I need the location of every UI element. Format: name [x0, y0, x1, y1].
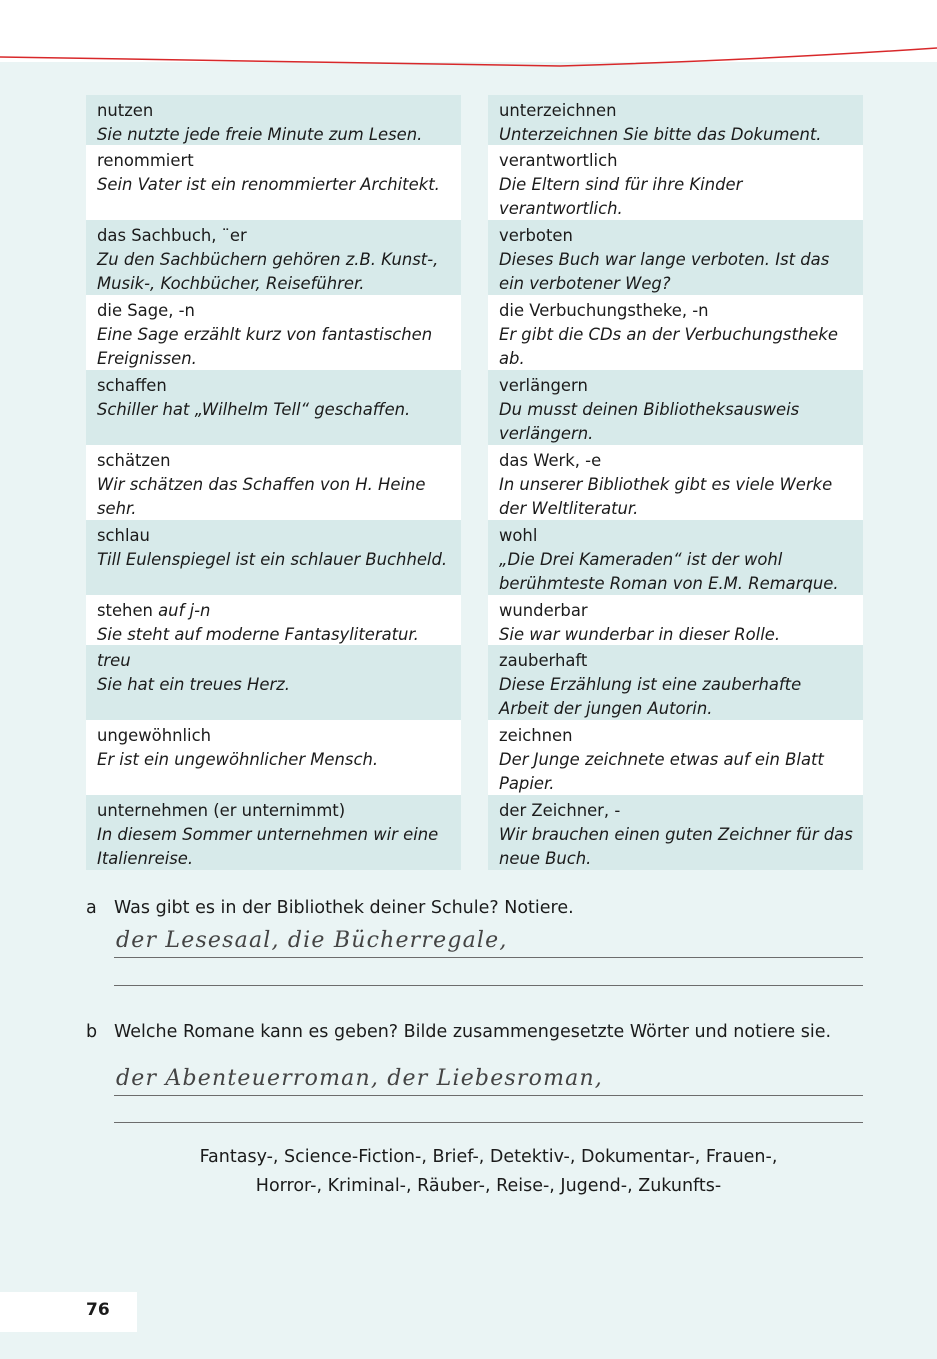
- page-number-tab: [0, 1292, 137, 1332]
- vocab-word: die Sage, -n: [97, 301, 195, 320]
- vocab-word: stehen auf j-n: [97, 601, 211, 620]
- vocab-entry: [488, 645, 863, 720]
- vocab-example: Sein Vater ist ein renommierter Architekt.: [97, 175, 440, 194]
- vocab-word: die Verbuchungstheke, -n: [499, 301, 709, 320]
- vocab-word: zeichnen: [499, 726, 573, 745]
- vocab-word: nutzen: [97, 101, 154, 120]
- vocab-example: Eine Sage erzählt kurz von fantastischen Ereignissen.: [97, 325, 433, 368]
- vocab-entry: [488, 220, 863, 295]
- vocab-example: Sie war wunderbar in dieser Rolle.: [499, 625, 781, 644]
- vocab-entry: [488, 145, 863, 220]
- vocab-example: Sie steht auf moderne Fantasyliteratur.: [97, 625, 419, 644]
- vocab-entry: [86, 720, 461, 795]
- vocab-example: Wir schätzen das Schaffen von H. Heine sehr.: [97, 475, 426, 518]
- task-b-question: [86, 1020, 831, 1044]
- vocab-entry: [488, 95, 863, 145]
- vocabulary-column-left: [86, 95, 461, 870]
- vocab-word: unternehmen (er unternimmt): [97, 801, 346, 820]
- vocab-entry: [86, 220, 461, 295]
- vocab-word: renommiert: [97, 151, 194, 170]
- vocab-example: In unserer Bibliothek gibt es viele Werke der Weltliteratur.: [499, 475, 833, 518]
- vocab-word: wunderbar: [499, 601, 588, 620]
- vocab-word: treu: [97, 651, 131, 670]
- vocab-word: zauberhaft: [499, 651, 588, 670]
- word-box: [114, 1143, 863, 1201]
- vocab-example: Er ist ein ungewöhnlicher Mensch.: [97, 750, 379, 769]
- vocab-entry: [86, 445, 461, 520]
- vocab-word: das Werk, -e: [499, 451, 602, 470]
- vocab-example: Sie hat ein treues Herz.: [97, 675, 290, 694]
- vocab-entry: [488, 295, 863, 370]
- vocab-word: der Zeichner, -: [499, 801, 621, 820]
- word-box-line: Horror-, Kriminal-, Räuber-, Reise-, Jugend-, Zukunfts-: [255, 1176, 722, 1196]
- vocab-example: Schiller hat „Wilhelm Tell“ geschaffen.: [97, 400, 411, 419]
- vocab-entry: [488, 445, 863, 520]
- vocab-word: schaffen: [97, 376, 167, 395]
- task-letter: b: [86, 1022, 98, 1042]
- vocab-example: Till Eulenspiegel ist ein schlauer Buchheld.: [97, 550, 448, 569]
- answer-line[interactable]: [114, 957, 863, 958]
- vocab-example: Unterzeichnen Sie bitte das Dokument.: [499, 125, 822, 144]
- vocab-example: Wir brauchen einen guten Zeichner für das neue Buch.: [499, 825, 853, 868]
- vocab-word: schlau: [97, 526, 150, 545]
- vocab-entry: [488, 720, 863, 795]
- vocab-entry: [86, 795, 461, 870]
- vocab-word: verboten: [499, 226, 573, 245]
- vocab-word: ungewöhnlich: [97, 726, 211, 745]
- vocab-word: wohl: [499, 526, 538, 545]
- vocabulary-column-right: [488, 95, 863, 870]
- vocab-entry: [488, 520, 863, 595]
- vocab-word-extra: auf j-n: [158, 601, 211, 620]
- vocab-example: Er gibt die CDs an der Verbuchungstheke ab.: [499, 325, 838, 368]
- vocab-entry: [488, 595, 863, 645]
- vocab-entry: [488, 795, 863, 870]
- task-a-answer: der Lesesaal, die Bücherregale,: [116, 928, 508, 953]
- task-b-answer: der Abenteuerroman, der Liebesroman,: [116, 1066, 604, 1091]
- task-text: Was gibt es in der Bibliothek deiner Schule? Notiere.: [114, 898, 574, 918]
- vocab-example: Sie nutzte jede freie Minute zum Lesen.: [97, 125, 423, 144]
- task-text: Welche Romane kann es geben? Bilde zusammengesetzte Wörter und notiere sie.: [114, 1022, 832, 1042]
- vocab-entry: [86, 645, 461, 720]
- vocab-entry: [86, 595, 461, 645]
- task-a-question: [86, 896, 574, 920]
- vocab-entry: [86, 95, 461, 145]
- answer-line[interactable]: [114, 1095, 863, 1096]
- page-number: 76: [86, 1300, 110, 1320]
- vocab-example: Der Junge zeichnete etwas auf ein Blatt Papier.: [499, 750, 824, 793]
- vocab-entry: [86, 520, 461, 595]
- answer-line[interactable]: [114, 985, 863, 986]
- vocab-example: Du musst deinen Bibliotheksausweis verlängern.: [499, 400, 800, 443]
- vocab-example: „Die Drei Kameraden“ ist der wohl berühmteste Roman von E.M. Remarque.: [499, 550, 839, 593]
- decorative-red-curve: [0, 0, 937, 80]
- vocab-entry: [86, 145, 461, 220]
- vocab-entry: [488, 370, 863, 445]
- vocab-word: unterzeichnen: [499, 101, 617, 120]
- vocab-example: Die Eltern sind für ihre Kinder verantwortlich.: [499, 175, 743, 218]
- vocab-example: In diesem Sommer unternehmen wir eine Italienreise.: [97, 825, 439, 868]
- vocab-entry: [86, 370, 461, 445]
- vocab-example: Diese Erzählung ist eine zauberhafte Arbeit der jungen Autorin.: [499, 675, 802, 718]
- vocab-word: verlängern: [499, 376, 588, 395]
- vocab-word: schätzen: [97, 451, 171, 470]
- word-box-line: Fantasy-, Science-Fiction-, Brief-, Detektiv-, Dokumentar-, Frauen-,: [199, 1147, 778, 1167]
- vocab-word: verantwortlich: [499, 151, 618, 170]
- vocab-example: Zu den Sachbüchern gehören z.B. Kunst-, Musik-, Kochbücher, Reiseführer.: [97, 250, 439, 293]
- vocab-word: das Sachbuch, ¨er: [97, 226, 247, 245]
- vocab-entry: [86, 295, 461, 370]
- task-letter: a: [86, 898, 97, 918]
- answer-line[interactable]: [114, 1122, 863, 1123]
- vocab-example: Dieses Buch war lange verboten. Ist das ein verbotener Weg?: [499, 250, 830, 293]
